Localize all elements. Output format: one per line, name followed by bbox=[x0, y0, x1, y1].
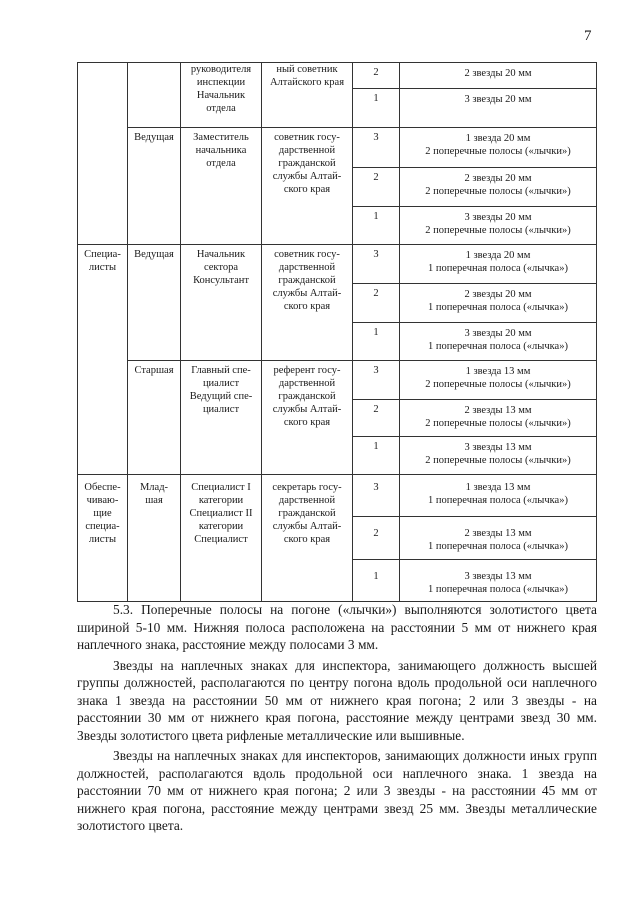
insignia-cell: 1 звезда 20 мм 2 поперечные полосы («лычки») bbox=[400, 128, 597, 168]
insignia-cell: 2 звезды 13 мм 1 поперечная полоса («лычка») bbox=[400, 517, 597, 560]
body-text bbox=[77, 601, 597, 838]
table-row bbox=[78, 63, 597, 89]
table-row bbox=[78, 475, 597, 517]
paragraph: 5.3. Поперечные полосы на погоне («лычки») выполняются золотистого цвета шириной 5-10 мм. Нижняя полоса расположена на расстоянии 5 мм от нижнего края наплечного знака, расстояние между полосами 3 мм. bbox=[77, 602, 597, 652]
insignia-cell: 3 звезды 13 мм 2 поперечные полосы («лычки») bbox=[400, 437, 597, 475]
position-cell: Главный спе- циалист Ведущий спе- циалист bbox=[181, 361, 262, 475]
class-cell: 1 bbox=[353, 207, 400, 245]
group-cell bbox=[128, 63, 181, 128]
insignia-cell: 2 звезды 20 мм 1 поперечная полоса («лычка») bbox=[400, 284, 597, 323]
position-cell: Начальник сектора Консультант bbox=[181, 245, 262, 361]
paragraph: Звезды на наплечных знаках для инспекторов, занимающих должности иных групп должностей, располагаются вдоль продольной оси наплечного знака. 1 звезда на расстоянии 70 мм от нижнего края погона; 2 или 3 звезды - на расстоянии 45 мм от нижнего края погона, расстояние между центрами звезд 25 мм. Звезды металлические золотистого цвета. bbox=[77, 748, 597, 833]
table-row bbox=[78, 361, 597, 400]
class-cell: 3 bbox=[353, 245, 400, 284]
class-cell: 1 bbox=[353, 89, 400, 128]
insignia-cell: 2 звезды 20 мм bbox=[400, 63, 597, 89]
group-cell: Млад- шая bbox=[128, 475, 181, 602]
insignia-table bbox=[77, 62, 597, 602]
rank-cell: советник госу- дарственной гражданской службы Алтай- ского края bbox=[262, 245, 353, 361]
insignia-cell: 2 звезды 20 мм 2 поперечные полосы («лычки») bbox=[400, 168, 597, 207]
insignia-cell: 1 звезда 20 мм 1 поперечная полоса («лычка») bbox=[400, 245, 597, 284]
page-number: 7 bbox=[584, 28, 592, 44]
position-cell: Заместитель начальника отдела bbox=[181, 128, 262, 245]
rank-cell: ный советник Алтайского края bbox=[262, 63, 353, 128]
class-cell: 2 bbox=[353, 168, 400, 207]
insignia-cell: 1 звезда 13 мм 1 поперечная полоса («лычка») bbox=[400, 475, 597, 517]
rank-cell: секретарь госу- дарственной гражданской службы Алтай- ского края bbox=[262, 475, 353, 602]
insignia-cell: 3 звезды 13 мм 1 поперечная полоса («лычка») bbox=[400, 560, 597, 602]
class-cell: 1 bbox=[353, 560, 400, 602]
rank-cell: советник госу- дарственной гражданской службы Алтай- ского края bbox=[262, 128, 353, 245]
insignia-cell: 2 звезды 13 мм 2 поперечные полосы («лычки») bbox=[400, 400, 597, 437]
category-cell: Специа- листы bbox=[78, 245, 128, 475]
position-cell: Специалист I категории Специалист II категории Специалист bbox=[181, 475, 262, 602]
class-cell: 3 bbox=[353, 361, 400, 400]
class-cell: 1 bbox=[353, 437, 400, 475]
group-cell: Ведущая bbox=[128, 245, 181, 361]
category-cell: Обеспе- чиваю- щие специа- листы bbox=[78, 475, 128, 602]
insignia-cell: 3 звезды 20 мм 1 поперечная полоса («лычка») bbox=[400, 323, 597, 361]
class-cell: 3 bbox=[353, 128, 400, 168]
category-cell bbox=[78, 63, 128, 245]
position-cell: руководителя инспекции Начальник отдела bbox=[181, 63, 262, 128]
class-cell: 2 bbox=[353, 284, 400, 323]
class-cell: 2 bbox=[353, 517, 400, 560]
insignia-cell: 3 звезды 20 мм bbox=[400, 89, 597, 128]
class-cell: 2 bbox=[353, 63, 400, 89]
rank-cell: референт госу- дарственной гражданской службы Алтай- ского края bbox=[262, 361, 353, 475]
group-cell: Старшая bbox=[128, 361, 181, 475]
table-row bbox=[78, 245, 597, 284]
table-row bbox=[78, 128, 597, 168]
insignia-cell: 1 звезда 13 мм 2 поперечные полосы («лычки») bbox=[400, 361, 597, 400]
group-cell: Ведущая bbox=[128, 128, 181, 245]
class-cell: 3 bbox=[353, 475, 400, 517]
class-cell: 2 bbox=[353, 400, 400, 437]
paragraph: Звезды на наплечных знаках для инспектора, занимающего должность высшей группы должностей, располагаются по центру погона вдоль продольной оси наплечного знака 1 звезда на расстоянии 50 мм от нижнего края погона; 2 или 3 звезды - на расстоянии 30 мм от нижнего края погона, расстояние между центрами звезд 30 мм. Звезды золотистого цвета рифленые металлические или вышивные. bbox=[77, 657, 597, 743]
insignia-cell: 3 звезды 20 мм 2 поперечные полосы («лычки») bbox=[400, 207, 597, 245]
class-cell: 1 bbox=[353, 323, 400, 361]
